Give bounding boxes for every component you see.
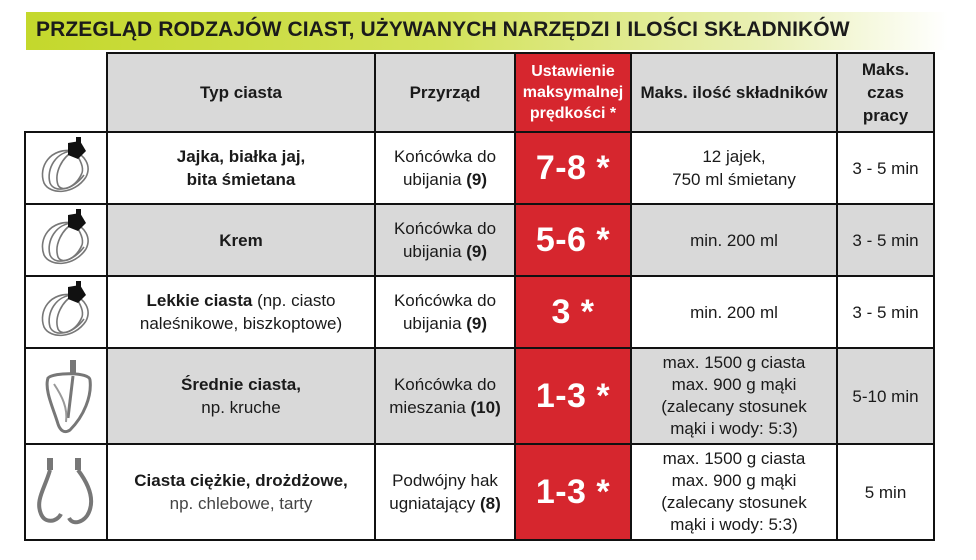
tool: Końcówka do ubijania (9) [375, 204, 515, 276]
cake-type: Lekkie ciasta (np. ciasto naleśnikowe, biszkoptowe) [107, 276, 375, 348]
tool: Podwójny hak ugniatający (8) [375, 444, 515, 540]
max-amount: max. 1500 g ciasta max. 900 g mąki (zalecany stosunek mąki i wody: 5:3) [631, 444, 837, 540]
whisk-icon [25, 132, 107, 204]
tool: Końcówka do mieszania (10) [375, 348, 515, 444]
table-row [25, 348, 934, 444]
cake-type: Ciasta ciężkie, drożdżowe, np. chlebowe, tarty [107, 444, 375, 540]
whisk-icon [25, 276, 107, 348]
flat-beater-icon [25, 348, 107, 444]
header-type: Typ ciasta [107, 53, 375, 132]
page-title: PRZEGLĄD RODZAJÓW CIAST, UŻYWANYCH NARZĘDZI I ILOŚCI SKŁADNIKÓW [36, 18, 850, 41]
max-speed: 3 * [515, 276, 631, 348]
table-row [25, 204, 934, 276]
cake-type: Krem [107, 204, 375, 276]
dough-hook-icon [25, 444, 107, 540]
max-amount: 12 jajek, 750 ml śmietany [631, 132, 837, 204]
cake-type: Jajka, białka jaj, bita śmietana [107, 132, 375, 204]
table-header-row [25, 53, 934, 132]
header-icon-cell [25, 53, 107, 132]
max-speed: 5-6 * [515, 204, 631, 276]
max-amount: max. 1500 g ciasta max. 900 g mąki (zalecany stosunek mąki i wody: 5:3) [631, 348, 837, 444]
header-time: Maks. czas pracy [837, 53, 934, 132]
table-row [25, 276, 934, 348]
cake-type: Średnie ciasta, np. kruche [107, 348, 375, 444]
header-tool: Przyrząd [375, 53, 515, 132]
max-speed: 7-8 * [515, 132, 631, 204]
title-banner [26, 12, 948, 50]
max-time: 3 - 5 min [837, 276, 934, 348]
tool: Końcówka do ubijania (9) [375, 276, 515, 348]
header-speed: Ustawienie maksymalnej prędkości * [515, 53, 631, 132]
max-time: 5-10 min [837, 348, 934, 444]
cake-types-table [24, 52, 935, 541]
table-row [25, 132, 934, 204]
max-time: 3 - 5 min [837, 132, 934, 204]
header-amount: Maks. ilość składników [631, 53, 837, 132]
tool: Końcówka do ubijania (9) [375, 132, 515, 204]
max-amount: min. 200 ml [631, 204, 837, 276]
max-amount: min. 200 ml [631, 276, 837, 348]
max-speed: 1-3 * [515, 444, 631, 540]
table-row [25, 444, 934, 540]
max-time: 5 min [837, 444, 934, 540]
whisk-icon [25, 204, 107, 276]
max-time: 3 - 5 min [837, 204, 934, 276]
max-speed: 1-3 * [515, 348, 631, 444]
